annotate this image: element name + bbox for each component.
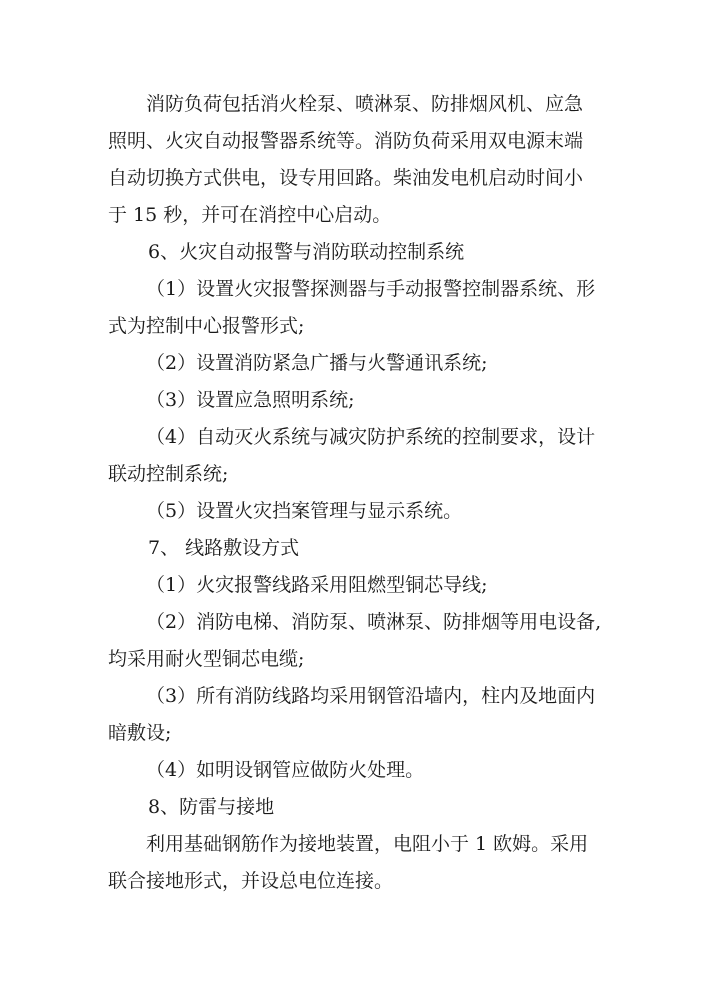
list-item-7-1 xyxy=(108,567,608,604)
text-line: （1）火灾报警线路采用阻燃型铜芯导线; xyxy=(146,574,488,596)
heading-text: 8、防雷与接地 xyxy=(148,796,275,818)
list-item-6-2 xyxy=(108,345,608,382)
text-line: 联合接地形式，并设总电位连接。 xyxy=(108,870,394,892)
list-item-6-4 xyxy=(108,419,608,493)
paragraph-fire-loads xyxy=(108,86,608,234)
text-line: （2）消防电梯、消防泵、喷淋泵、防排烟等用电设备, xyxy=(146,611,602,633)
heading-text: 6、火灾自动报警与消防联动控制系统 xyxy=(148,241,465,263)
section-heading-8 xyxy=(108,789,608,826)
list-item-7-4 xyxy=(108,752,608,789)
text-line: （3）设置应急照明系统; xyxy=(146,389,355,411)
text-line: （2）设置消防紧急广播与火警通讯系统; xyxy=(146,352,488,374)
text-line: （1）设置火灾报警探测器与手动报警控制器系统、形 xyxy=(146,278,596,300)
text-line: （5）设置火灾挡案管理与显示系统。 xyxy=(146,500,463,522)
text-line: 暗敷设; xyxy=(108,722,172,744)
text-line: 式为控制中心报警形式; xyxy=(108,315,305,337)
text-line: 联动控制系统; xyxy=(108,463,229,485)
heading-text: 7、 线路敷设方式 xyxy=(148,537,300,559)
text-line: 于 15 秒，并可在消控中心启动。 xyxy=(108,204,392,226)
list-item-6-5 xyxy=(108,493,608,530)
text-line: （4）自动灭火系统与减灾防护系统的控制要求，设计 xyxy=(146,426,596,448)
list-item-7-3 xyxy=(108,678,608,752)
text-line: （4）如明设钢管应做防火处理。 xyxy=(146,759,425,781)
text-line: 照明、火灾自动报警器系统等。消防负荷采用双电源末端 xyxy=(108,130,584,152)
text-line: 均采用耐火型铜芯电缆; xyxy=(108,648,305,670)
text-line: 自动切换方式供电，设专用回路。柴油发电机启动时间小 xyxy=(108,167,584,189)
section-heading-6 xyxy=(108,234,608,271)
text-line: （3）所有消防线路均采用钢管沿墙内，柱内及地面内 xyxy=(146,685,596,707)
text-line: 消防负荷包括消火栓泵、喷淋泵、防排烟风机、应急 xyxy=(146,93,584,115)
list-item-7-2 xyxy=(108,604,608,678)
list-item-6-1 xyxy=(108,271,608,345)
list-item-6-3 xyxy=(108,382,608,419)
paragraph-grounding xyxy=(108,826,608,900)
section-heading-7 xyxy=(108,530,608,567)
text-line: 利用基础钢筋作为接地装置，电阻小于 1 欧姆。采用 xyxy=(146,833,589,855)
